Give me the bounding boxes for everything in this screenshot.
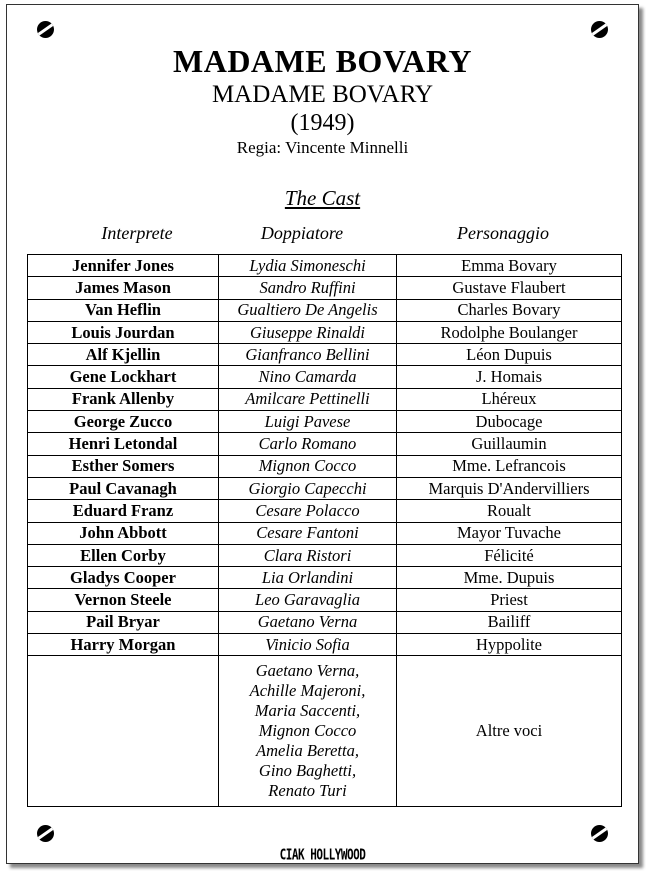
column-header-voice: Doppiatore (260, 223, 344, 243)
column-header-actor: Interprete (101, 223, 173, 243)
column-header-role: Personaggio (457, 223, 549, 243)
character-name: Rodolphe Boulanger (397, 321, 622, 343)
extra-voice-name: Mignon Cocco (258, 721, 357, 741)
character-name: J. Homais (397, 366, 622, 388)
table-row-extra-voices (28, 656, 622, 807)
table-row (28, 589, 622, 611)
actor-name: Vernon Steele (28, 589, 219, 611)
voice-actor-name: Clara Ristori (219, 544, 397, 566)
voice-actor-name: Vinicio Sofia (219, 634, 397, 656)
table-row (28, 388, 622, 410)
director-credit: Regia: Vincente Minnelli (236, 138, 409, 157)
voice-actor-name: Lia Orlandini (219, 567, 397, 589)
extra-voice-name: Gino Baghetti, (258, 761, 357, 781)
voice-actor-name: Leo Garavaglia (219, 589, 397, 611)
character-name: Félicité (397, 544, 622, 566)
table-row (28, 277, 622, 299)
actor-name: Van Heflin (28, 299, 219, 321)
character-name: Roualt (397, 500, 622, 522)
table-row (28, 567, 622, 589)
voice-actor-name: Giuseppe Rinaldi (219, 321, 397, 343)
character-name: Lhéreux (397, 388, 622, 410)
punch-hole-icon (591, 825, 608, 842)
actor-name: Gladys Cooper (28, 567, 219, 589)
character-name: Mme. Lefrancois (397, 455, 622, 477)
character-name: Priest (397, 589, 622, 611)
character-name: Charles Bovary (397, 299, 622, 321)
actor-name: Henri Letondal (28, 433, 219, 455)
cast-heading: The Cast (284, 186, 361, 210)
table-row (28, 634, 622, 656)
character-name: Gustave Flaubert (397, 277, 622, 299)
actor-name: Louis Jourdan (28, 321, 219, 343)
actor-name: John Abbott (28, 522, 219, 544)
extra-voices-list (219, 656, 397, 807)
character-name: Emma Bovary (397, 255, 622, 277)
actor-name: Gene Lockhart (28, 366, 219, 388)
actor-name: Paul Cavanagh (28, 477, 219, 499)
voice-actor-name: Nino Camarda (219, 366, 397, 388)
cast-table (27, 254, 622, 807)
voice-actor-name: Amilcare Pettinelli (219, 388, 397, 410)
page-title: MADAME BOVARY (173, 43, 472, 79)
voice-actor-name: Cesare Polacco (219, 500, 397, 522)
actor-name: James Mason (28, 277, 219, 299)
table-row (28, 522, 622, 544)
table-row (28, 366, 622, 388)
extra-voice-name: Amelia Beretta, (256, 741, 359, 761)
actor-name: Frank Allenby (28, 388, 219, 410)
voice-actor-name: Gaetano Verna (219, 611, 397, 633)
actor-name: Pail Bryar (28, 611, 219, 633)
character-name: Marquis D'Andervilliers (397, 477, 622, 499)
character-name: Mayor Tuvache (397, 522, 622, 544)
extra-voice-name: Maria Saccenti, (254, 701, 361, 721)
table-row (28, 321, 622, 343)
extra-voice-name: Gaetano Verna, (255, 661, 360, 681)
punch-hole-icon (37, 825, 54, 842)
voice-actor-name: Lydia Simoneschi (219, 255, 397, 277)
page-subtitle: MADAME BOVARY (211, 81, 434, 108)
voice-actor-name: Giorgio Capecchi (219, 477, 397, 499)
actor-name: Jennifer Jones (28, 255, 219, 277)
table-row (28, 299, 622, 321)
empty-cell (28, 656, 219, 807)
voice-actor-name: Sandro Ruffini (219, 277, 397, 299)
voice-actor-name: Cesare Fantoni (219, 522, 397, 544)
character-name: Bailiff (397, 611, 622, 633)
table-row (28, 611, 622, 633)
voice-actor-name: Mignon Cocco (219, 455, 397, 477)
table-row (28, 500, 622, 522)
actor-name: Alf Kjellin (28, 344, 219, 366)
extra-role: Altre voci (397, 656, 622, 807)
actor-name: Eduard Franz (28, 500, 219, 522)
character-name: Mme. Dupuis (397, 567, 622, 589)
punch-hole-icon (37, 21, 54, 38)
voice-actor-name: Carlo Romano (219, 433, 397, 455)
extra-voice-name: Renato Turi (268, 781, 347, 801)
release-year: (1949) (290, 110, 355, 136)
voice-actor-name: Luigi Pavese (219, 411, 397, 433)
voice-actor-name: Gualtiero De Angelis (219, 299, 397, 321)
character-name: Guillaumin (397, 433, 622, 455)
punch-hole-icon (591, 21, 608, 38)
table-row (28, 344, 622, 366)
actor-name: Harry Morgan (28, 634, 219, 656)
character-name: Dubocage (397, 411, 622, 433)
voice-actor-name: Gianfranco Bellini (219, 344, 397, 366)
cast-sheet (6, 4, 639, 864)
table-row (28, 455, 622, 477)
table-row (28, 433, 622, 455)
character-name: Hyppolite (397, 634, 622, 656)
table-row (28, 411, 622, 433)
actor-name: Esther Somers (28, 455, 219, 477)
actor-name: George Zucco (28, 411, 219, 433)
table-row (28, 544, 622, 566)
table-row (28, 477, 622, 499)
extra-voice-name: Achille Majeroni, (249, 681, 366, 701)
ciak-hollywood-logo: CIAK HOLLYWOOD (279, 845, 366, 864)
character-name: Léon Dupuis (397, 344, 622, 366)
actor-name: Ellen Corby (28, 544, 219, 566)
table-row (28, 255, 622, 277)
